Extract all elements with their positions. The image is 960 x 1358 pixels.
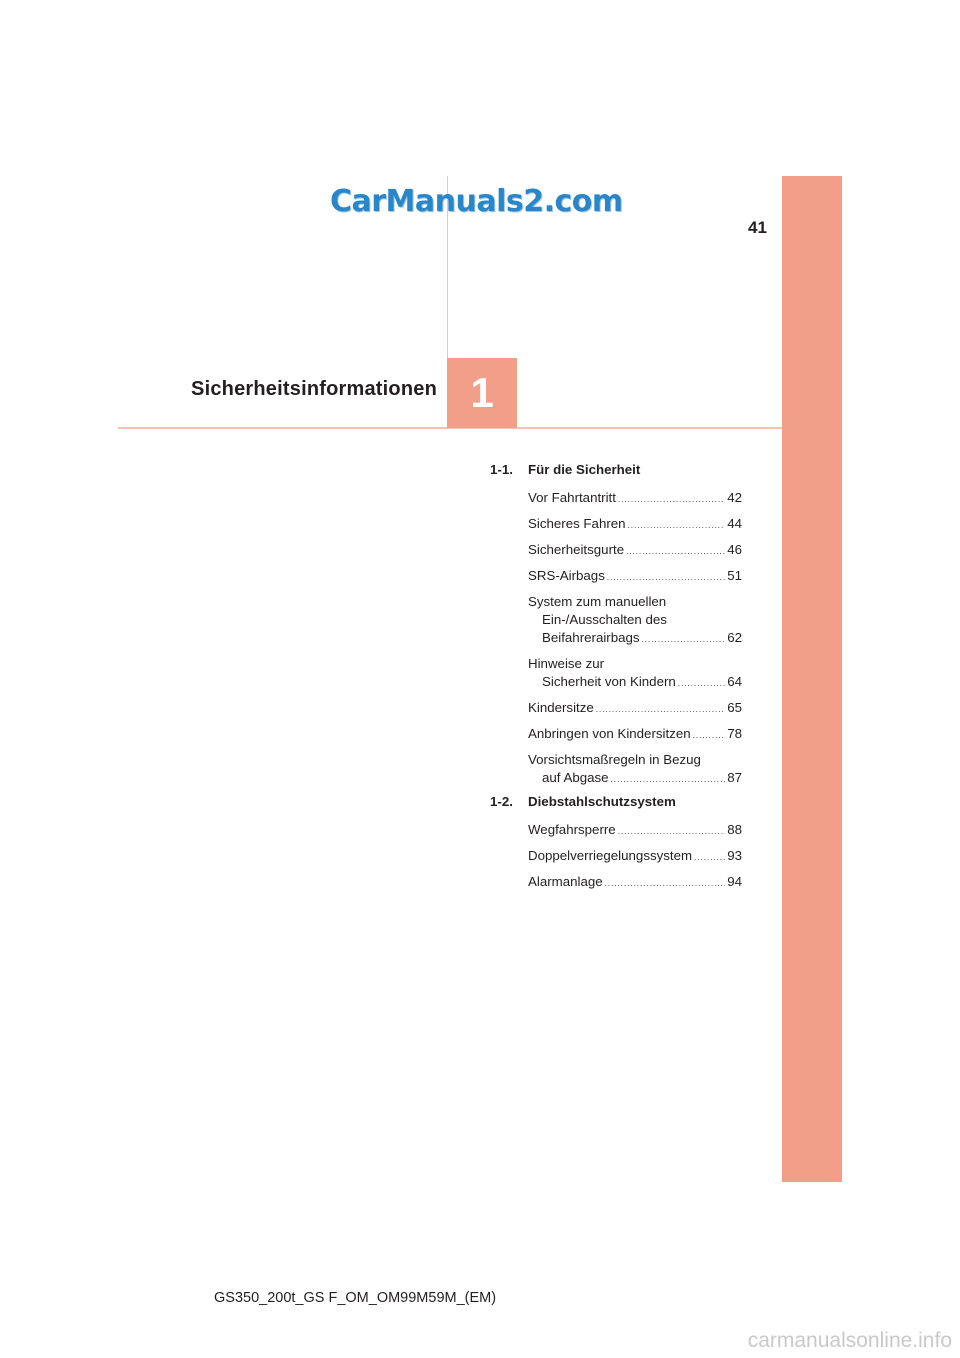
- dot-leader: [596, 701, 725, 719]
- entry-page: 62: [727, 630, 742, 645]
- entry-title: Alarmanlage: [528, 874, 603, 889]
- entry-page: 51: [727, 568, 742, 583]
- section-title: Für die Sicherheit: [528, 462, 641, 477]
- dot-leader: [605, 875, 726, 893]
- dot-leader: [611, 771, 726, 789]
- entry-page: 93: [727, 848, 742, 863]
- dot-leader: [626, 543, 725, 561]
- toc-entry[interactable]: [528, 538, 742, 564]
- entry-title-line1: Hinweise zur: [528, 656, 605, 671]
- dot-leader: [628, 517, 726, 535]
- entry-title-line2: Sicherheit von Kindern: [542, 674, 676, 689]
- entry-title: Kindersitze: [528, 700, 594, 715]
- dot-leader: [607, 569, 725, 587]
- entry-title: Wegfahrsperre: [528, 822, 616, 837]
- toc-section-heading[interactable]: [490, 794, 742, 818]
- entry-page: 46: [727, 542, 742, 557]
- entry-page: 44: [727, 516, 742, 531]
- toc-entry[interactable]: [528, 590, 742, 652]
- entry-title: Sicheres Fahren: [528, 516, 626, 531]
- toc-section-heading[interactable]: [490, 462, 742, 486]
- dot-leader: [642, 631, 726, 649]
- document-code: GS350_200t_GS F_OM_OM99M59M_(EM): [214, 1290, 497, 1306]
- dot-leader: [618, 491, 725, 509]
- entry-page: 64: [727, 674, 742, 689]
- dot-leader: [693, 727, 726, 745]
- entry-page: 42: [727, 490, 742, 505]
- entry-title-line3: Beifahrerairbags: [542, 630, 640, 645]
- chapter-number: 1: [470, 369, 494, 416]
- section-number: 1-2.: [490, 794, 513, 809]
- entry-title-line2: Ein-/Ausschalten des: [542, 612, 667, 627]
- carmanualsonline-watermark[interactable]: carmanualsonline.info: [747, 1329, 952, 1352]
- chapter-title: Sicherheitsinformationen: [191, 378, 437, 400]
- toc-entry[interactable]: [528, 844, 742, 870]
- entry-title: Anbringen von Kindersitzen: [528, 726, 691, 741]
- dot-leader: [618, 823, 726, 841]
- entry-title-line1: System zum manuellen: [528, 594, 667, 609]
- toc-entry[interactable]: [528, 722, 742, 748]
- entry-title: Doppelverriegelungssystem: [528, 848, 693, 863]
- toc-entry[interactable]: [528, 564, 742, 590]
- toc-entry[interactable]: [528, 486, 742, 512]
- toc-entry[interactable]: [528, 748, 742, 792]
- entry-title: Vor Fahrtantritt: [528, 490, 616, 505]
- carmanuals-watermark[interactable]: CarManuals2.com: [330, 184, 623, 219]
- chapter-side-tab: [782, 176, 842, 1182]
- entry-title-line2: auf Abgase: [542, 770, 609, 785]
- entry-title: SRS-Airbags: [528, 568, 605, 583]
- table-of-contents: [490, 462, 742, 896]
- entry-page: 88: [727, 822, 742, 837]
- dot-leader: [694, 849, 725, 867]
- entry-page: 94: [727, 874, 742, 889]
- toc-entry[interactable]: [528, 870, 742, 896]
- entry-page: 78: [727, 726, 742, 741]
- section-number: 1-1.: [490, 462, 513, 477]
- entry-title: Sicherheitsgurte: [528, 542, 625, 557]
- chapter-number-box: [447, 358, 517, 428]
- entry-page: 87: [727, 770, 742, 785]
- toc-entry[interactable]: [528, 512, 742, 538]
- toc-entry[interactable]: [528, 818, 742, 844]
- entry-page: 65: [727, 700, 742, 715]
- toc-entry[interactable]: [528, 696, 742, 722]
- section-title: Diebstahlschutzsystem: [528, 794, 676, 809]
- page-number: 41: [748, 218, 767, 237]
- dot-leader: [678, 675, 725, 693]
- entry-title-line1: Vorsichtsmaßregeln in Bezug: [528, 752, 701, 767]
- toc-entry[interactable]: [528, 652, 742, 696]
